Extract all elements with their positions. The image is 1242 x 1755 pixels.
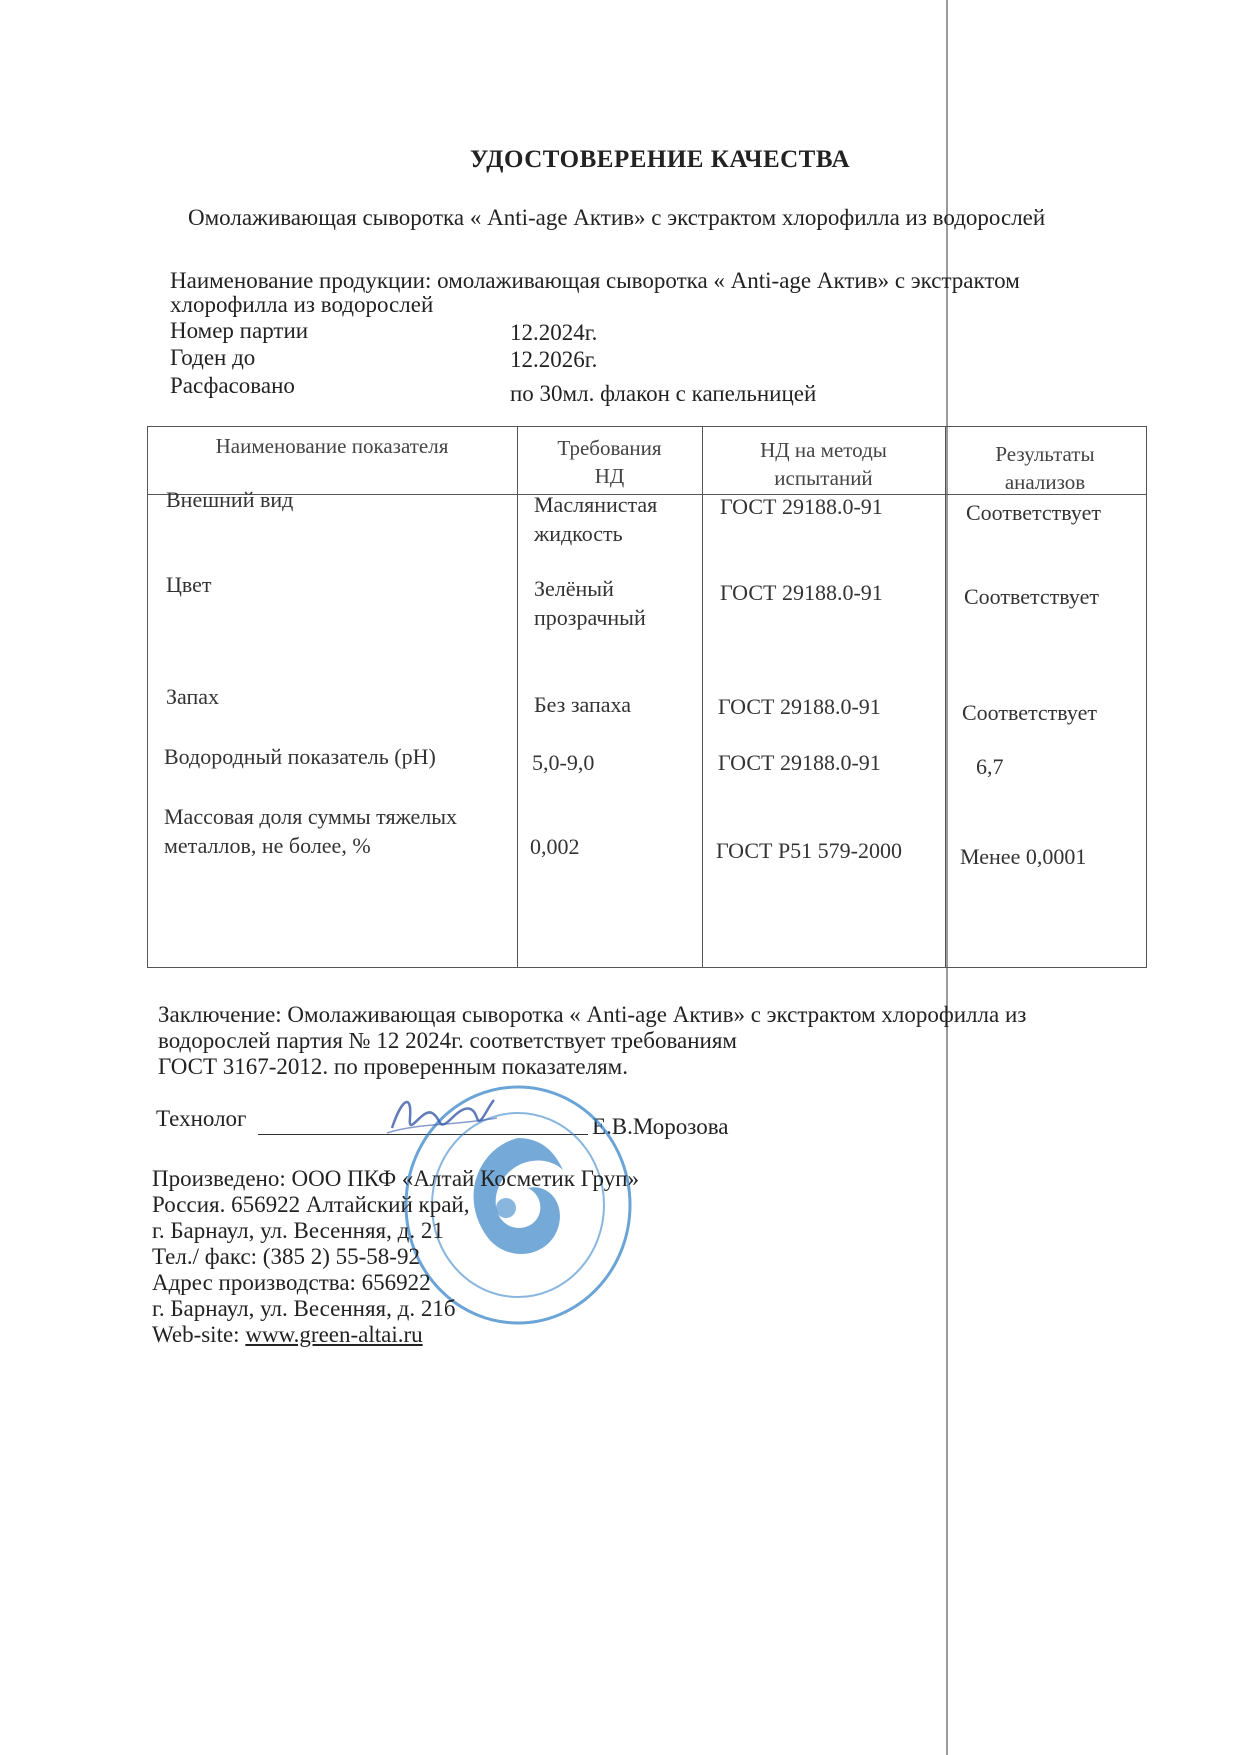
batch-label: Номер партии	[170, 318, 309, 343]
header-name-line-1: Наименование показателя	[215, 434, 449, 458]
method-cell: ГОСТ 29188.0-91	[720, 580, 883, 605]
method-cell: ГОСТ 29188.0-91	[718, 750, 881, 775]
expiry-label: Годен до	[170, 345, 256, 370]
method-cell: ГОСТ Р51 579-2000	[716, 838, 903, 863]
producer-website	[152, 1322, 423, 1348]
producer-line-3: г. Барнаул, ул. Весенняя, д. 21	[152, 1218, 444, 1243]
producer-line-5: Адрес производства: 656922	[152, 1270, 431, 1295]
producer-line-4: Тел./ факс: (385 2) 55-58-92	[152, 1244, 420, 1269]
table-row	[166, 485, 293, 514]
requirement-cell: 0,002	[530, 834, 580, 859]
document-subtitle: Омолаживающая сыворотка « Anti-age Актив» с экстрактом хлорофилла из водорослей	[188, 205, 1046, 230]
header-method-line-2: испытаний	[774, 466, 873, 490]
producer-line-6: г. Барнаул, ул. Весенняя, д. 21б	[152, 1296, 456, 1321]
table-row	[166, 570, 212, 599]
indicator-name: Внешний вид	[166, 487, 294, 512]
conclusion-line-1: Заключение: Омолаживающая сыворотка « Anti-age Актив» с экстрактом хлорофилла из	[158, 1002, 1027, 1027]
header-method-line-1: НД на методы	[760, 438, 887, 462]
conclusion-line-3: ГОСТ 3167-2012. по проверенным показателям.	[158, 1054, 628, 1079]
signature-role: Технолог	[156, 1106, 247, 1131]
requirement-cell: 5,0-9,0	[532, 750, 595, 775]
table-header-name	[147, 432, 517, 460]
requirement-cell	[534, 574, 646, 632]
table-row	[164, 802, 457, 860]
requirement-line-2: прозрачный	[534, 605, 646, 630]
header-result-line-1: Результаты	[995, 442, 1095, 466]
product-name-line-1: Наименование продукции: омолаживающая сыворотка « Anti-age Актив» с экстрактом	[170, 268, 1020, 293]
table-header-requirements	[517, 434, 702, 490]
indicator-name-line-2: металлов, не более, %	[164, 833, 371, 858]
table-header-results	[945, 440, 1145, 496]
conclusion-line-2: водорослей партия № 12 2024г. соответствует требованиям	[158, 1028, 737, 1053]
batch-value: 12.2024г.	[510, 320, 598, 345]
result-cell: Соответствует	[964, 584, 1100, 609]
table-row	[166, 682, 219, 711]
packaging-label: Расфасовано	[170, 373, 295, 398]
method-cell: ГОСТ 29188.0-91	[718, 694, 881, 719]
header-req-line-1: Требования	[557, 436, 662, 460]
indicator-name: Водородный показатель (pH)	[164, 744, 436, 769]
result-cell: Менее 0,0001	[960, 844, 1087, 869]
requirement-line-1: Маслянистая	[534, 492, 658, 517]
table-row	[164, 742, 436, 771]
producer-line-1: Произведено: ООО ПКФ «Алтай Косметик Груп»	[152, 1166, 639, 1191]
method-cell: ГОСТ 29188.0-91	[720, 494, 883, 519]
indicator-name: Запах	[166, 684, 220, 709]
expiry-value: 12.2026г.	[510, 347, 598, 372]
indicator-name-line-1: Массовая доля суммы тяжелых	[164, 804, 458, 829]
table-col-divider-1	[517, 426, 518, 967]
packaging-value: по 30мл. флакон с капельницей	[510, 381, 817, 406]
header-result-line-2: анализов	[1004, 470, 1086, 494]
signature-name: Е.В.Морозова	[592, 1114, 729, 1139]
website-link[interactable]: www.green-altai.ru	[245, 1322, 423, 1347]
signature-icon	[382, 1088, 502, 1148]
product-name-line-2: хлорофилла из водорослей	[170, 292, 434, 317]
table-col-divider-2	[702, 426, 703, 967]
requirement-line-2: жидкость	[534, 521, 623, 546]
requirement-line-1: Зелёный	[534, 576, 614, 601]
document-title: УДОСТОВЕРЕНИЕ КАЧЕСТВА	[469, 146, 851, 173]
requirement-cell: Без запаха	[534, 692, 632, 717]
result-cell: 6,7	[976, 754, 1004, 779]
table-col-divider-3	[945, 426, 946, 967]
requirement-cell	[534, 490, 657, 548]
result-cell: Соответствует	[966, 500, 1102, 525]
result-cell: Соответствует	[962, 700, 1098, 725]
header-req-line-2: НД	[594, 464, 625, 488]
producer-line-2: Россия. 656922 Алтайский край,	[152, 1192, 470, 1217]
website-label: Web-site:	[152, 1322, 246, 1347]
table-header-methods	[702, 436, 945, 492]
indicator-name: Цвет	[166, 572, 212, 597]
